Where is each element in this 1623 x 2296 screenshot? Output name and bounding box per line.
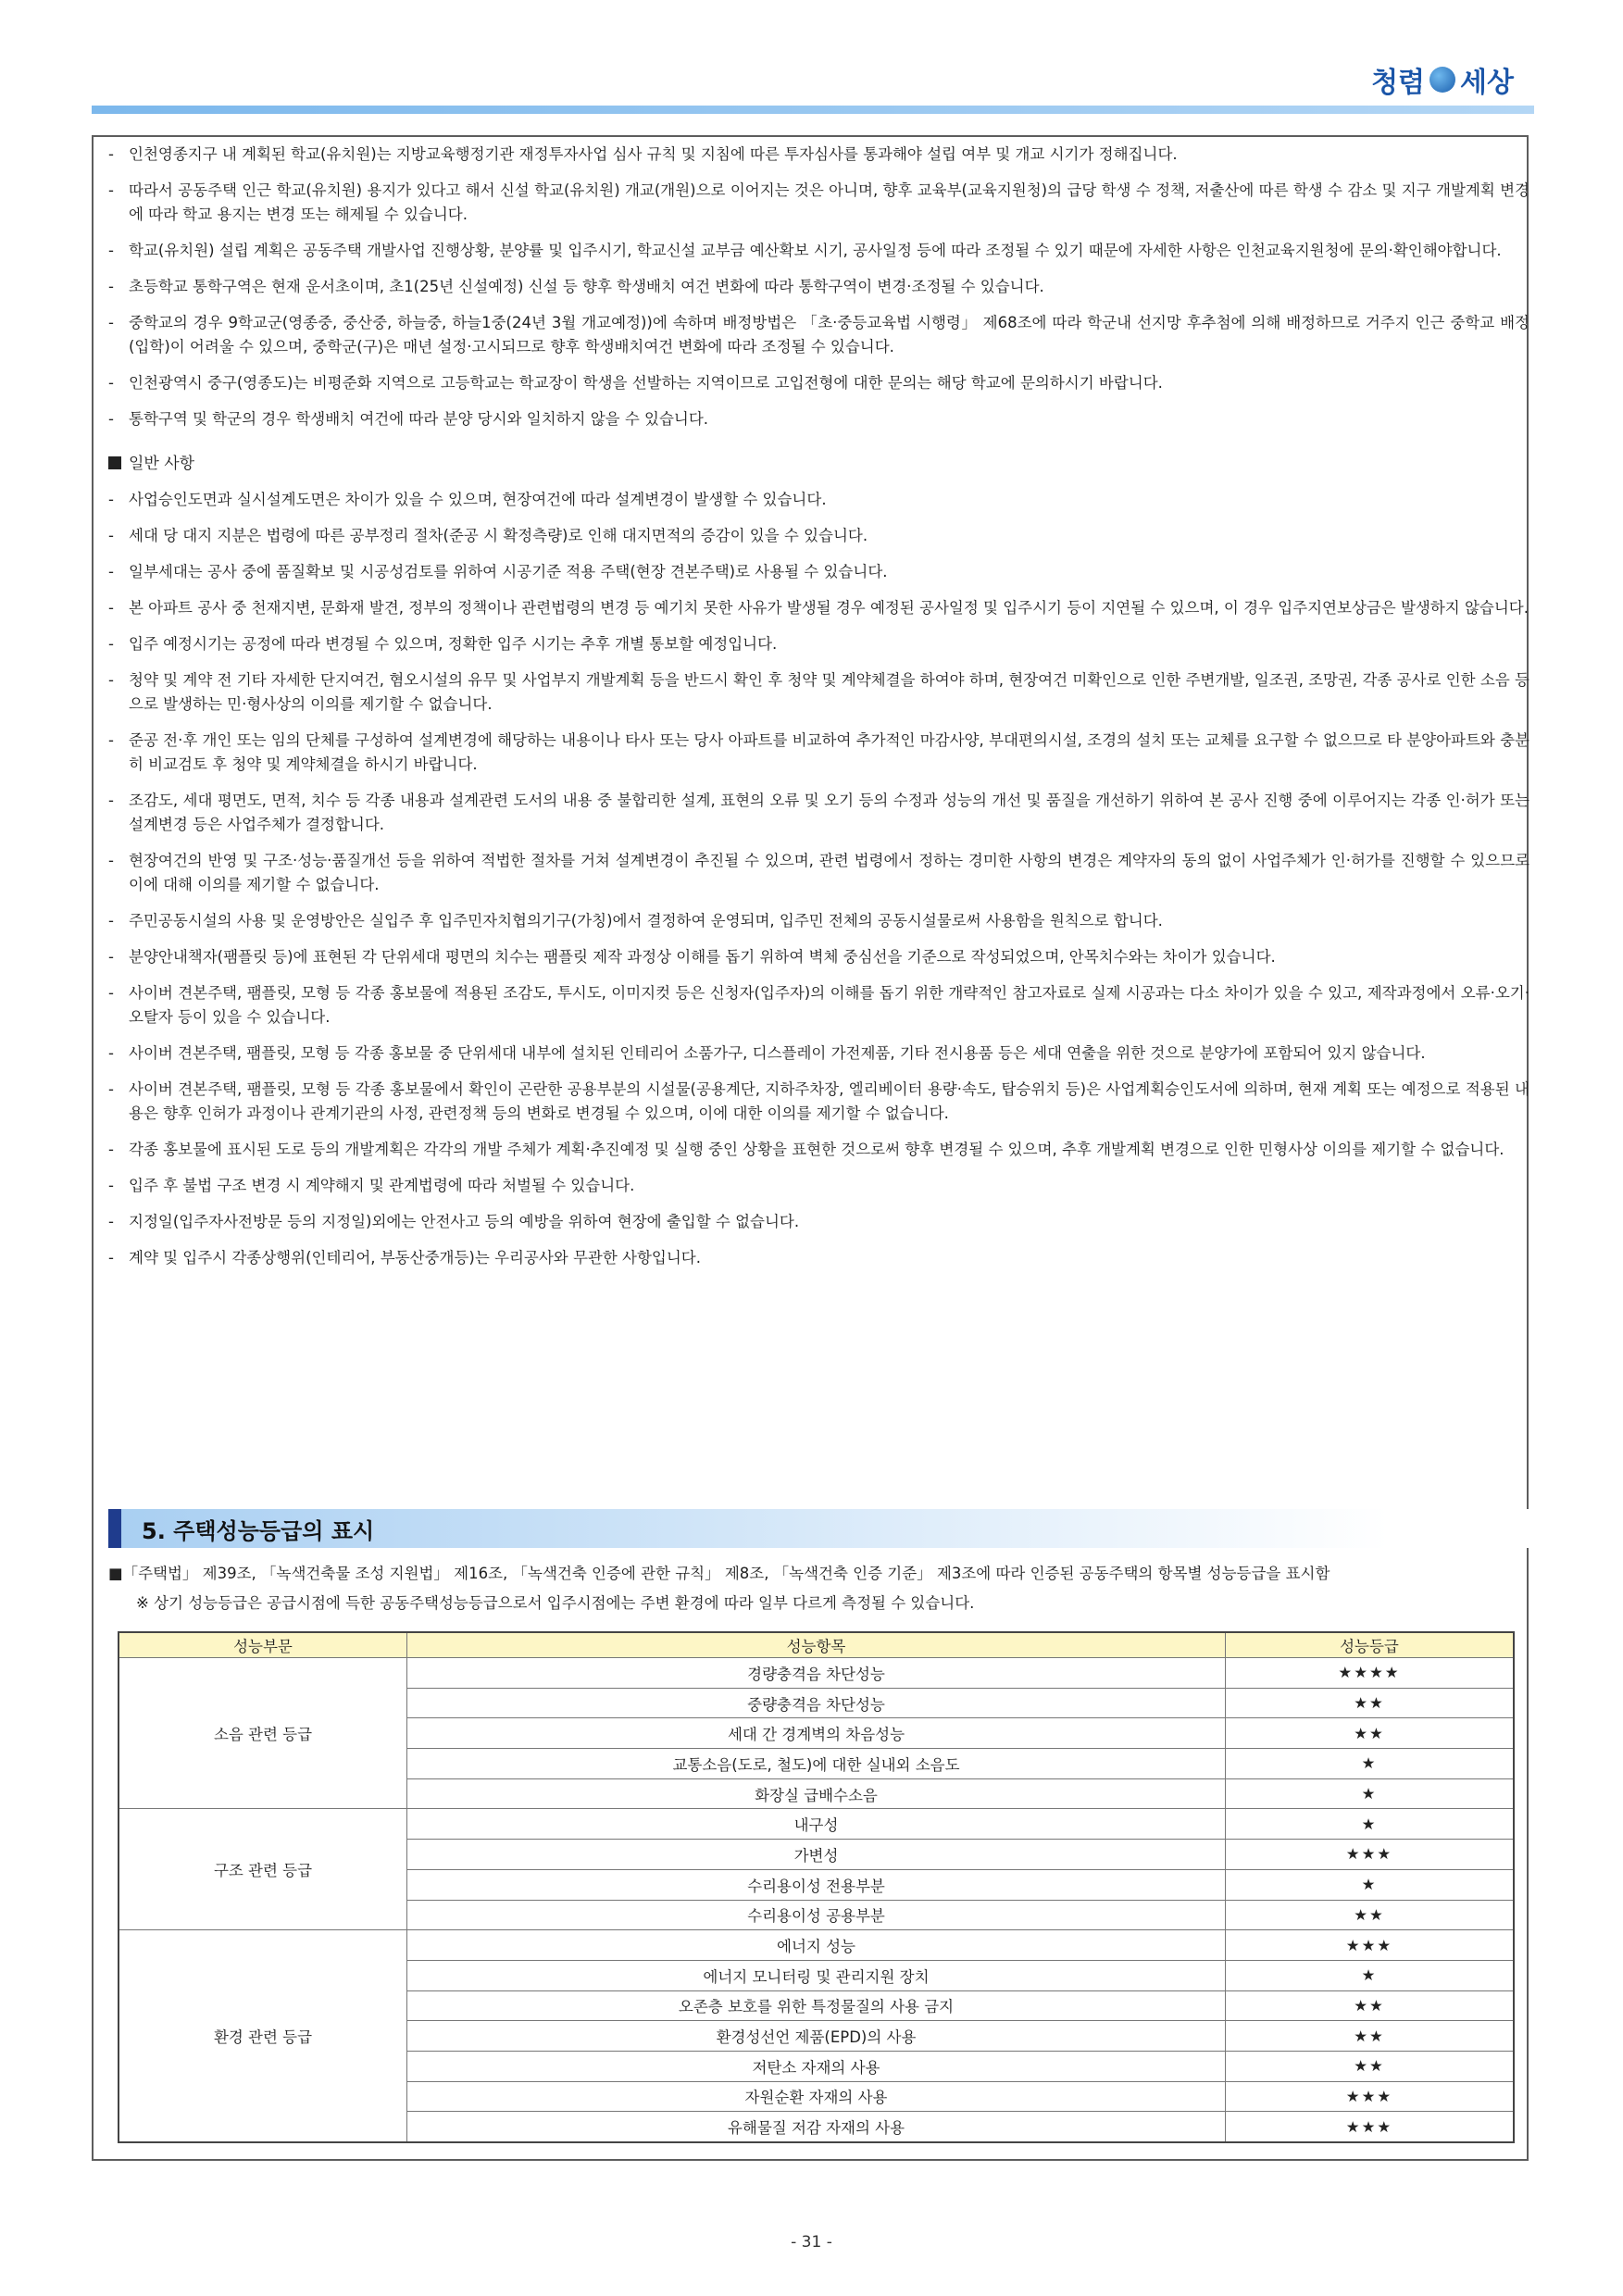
list-item: - 준공 전·후 개인 또는 임의 단체를 구성하여 설계변경에 해당하는 내용이나 타사 또는 당사 아파트를 비교하여 추가적인 마감사양, 부대편의시설, 조경의 설치 또는 교체를 요구할 수 없으므로 타 분양아파트와 충분히 비교검토 후 청약 및 계약체결을 하시기 바랍니다.: [108, 731, 1529, 773]
table-row: [119, 1658, 1514, 1689]
list-item: - 사이버 견본주택, 팸플릿, 모형 등 각종 홍보물에서 확인이 곤란한 공용부분의 시설물(공용계단, 지하주차장, 엘리베이터 용량·속도, 탑승위치 등)은 사업계획승인도서에 의하며, 현재 계획 또는 예정으로 적용된 내용은 향후 인허가 과정이나 관계기관의 사정, 관련정책 등의 변화로 변경될 수 있으며, 이에 대한 이의를 제기할 수 없습니다.: [108, 1080, 1529, 1122]
item-cell: 교통소음(도로, 철도)에 대한 실내외 소음도: [407, 1749, 1226, 1779]
list-item: - 초등학교 통학구역은 현재 운서초이며, 초1(25년 신설예정) 신설 등 향후 학생배치 여건 변화에 따라 통학구역이 변경·조정될 수 있습니다.: [108, 278, 1044, 295]
list-item: - 따라서 공동주택 인근 학교(유치원) 용지가 있다고 해서 신설 학교(유치원) 개교(개원)으로 이어지는 것은 아니며, 향후 교육부(교육지원청)의 급당 학생 수 정책, 저출산에 따른 학생 수 감소 및 지구 개발계획 변경에 따라 학교 용지는 변경 또는 해제될 수 있습니다.: [108, 181, 1529, 223]
item-cell: 자원순환 자재의 사용: [407, 2081, 1226, 2112]
grade-cell: ★★: [1226, 1688, 1515, 1718]
grade-cell: ★: [1226, 1960, 1515, 1990]
item-cell: 오존층 보호를 위한 특정물질의 사용 금지: [407, 1990, 1226, 2021]
list-item: - 입주 예정시기는 공정에 따라 변경될 수 있으며, 정확한 입주 시기는 추후 개별 통보할 예정입니다.: [108, 635, 778, 653]
section-5-intro: [108, 1562, 1529, 1616]
grade-cell: ★★: [1226, 2051, 1515, 2081]
list-item: - 현장여건의 반영 및 구조·성능·품질개선 등을 위하여 적법한 절차를 거쳐 설계변경이 추진될 수 있으며, 관련 법령에서 정하는 경미한 사항의 변경은 계약자의 동의 없이 사업주체가 인·허가를 진행할 수 있으므로 이에 대해 이의를 제기할 수 없습니다.: [108, 852, 1529, 893]
square-bullet-icon: [108, 456, 121, 469]
general-heading: 일반 사항: [108, 452, 1529, 476]
list-item: - 인천광역시 중구(영종도)는 비평준화 지역으로 고등학교는 학교장이 학생을 선발하는 지역이므로 고입전형에 대한 문의는 해당 학교에 문의하시기 바랍니다.: [108, 374, 1163, 392]
list-item: - 주민공동시설의 사용 및 운영방안은 실입주 후 입주민자치협의기구(가칭)에서 결정하여 운영되며, 입주민 전체의 공동시설물로써 사용함을 원칙으로 합니다.: [108, 912, 1163, 930]
item-cell: 에너지 모니터링 및 관리지원 장치: [407, 1960, 1226, 1990]
notice-content: [108, 143, 1529, 1270]
logo-text-left: 청렴: [1371, 67, 1426, 99]
grade-cell: ★★: [1226, 2021, 1515, 2052]
school-notice-list: [108, 143, 1529, 431]
item-cell: 중량충격음 차단성능: [407, 1688, 1226, 1718]
logo-text-right: 세상: [1460, 67, 1514, 99]
table-header-row: [119, 1632, 1514, 1658]
list-item: - 각종 홍보물에 표시된 도로 등의 개발계획은 각각의 개발 주체가 계획·추진예정 및 실행 중인 상황을 표현한 것으로써 향후 변경될 수 있으며, 추후 개발계획 변경으로 인한 민형사상 이의를 제기할 수 없습니다.: [108, 1141, 1504, 1158]
list-item: - 학교(유치원) 설립 계획은 공동주택 개발사업 진행상황, 분양률 및 입주시기, 학교신설 교부금 예산확보 시기, 공사일정 등에 따라 조정될 수 있기 때문에 자세한 사항은 인천교육지원청에 문의·확인해야합니다.: [108, 242, 1502, 259]
item-cell: 환경성선언 제품(EPD)의 사용: [407, 2021, 1226, 2052]
brand-logo: [1371, 57, 1514, 102]
list-item: - 인천영종지구 내 계획된 학교(유치원)는 지방교육행정기관 재정투자사업 심사 규칙 및 지침에 따른 투자심사를 통과해야 설립 여부 및 개교 시기가 정해집니다.: [108, 145, 1178, 163]
grade-cell: ★: [1226, 1869, 1515, 1900]
list-item: - 사이버 견본주택, 팸플릿, 모형 등 각종 홍보물에 적용된 조감도, 투시도, 이미지컷 등은 신청자(입주자)의 이해를 돕기 위한 개략적인 참고자료로 실제 시공과는 다소 차이가 있을 수 있고, 제작과정에서 오류·오기·오탈자 등이 있을 수 있습니다.: [108, 984, 1529, 1026]
page-number: - 31 -: [791, 2233, 832, 2252]
list-item: - 사이버 견본주택, 팸플릿, 모형 등 각종 홍보물 중 단위세대 내부에 설치된 인테리어 소품가구, 디스플레이 가전제품, 기타 전시용품 등은 세대 연출을 위한 것으로 분양가에 포함되어 있지 않습니다.: [108, 1044, 1426, 1062]
grade-cell: ★: [1226, 1749, 1515, 1779]
category-cell: 구조 관련 등급: [119, 1809, 407, 1930]
grade-cell: ★★: [1226, 1900, 1515, 1930]
list-item: - 계약 및 입주시 각종상행위(인테리어, 부동산중개등)는 우리공사와 무관한 사항입니다.: [108, 1249, 701, 1267]
list-item: - 조감도, 세대 평면도, 면적, 치수 등 각종 내용과 설계관련 도서의 내용 중 불합리한 설계, 표현의 오류 및 오기 등의 수정과 성능의 개선 및 품질을 개선하기 위하여 본 공사 진행 중에 이루어지는 각종 인·허가 또는 설계변경 등은 사업주체가 결정합니다.: [108, 792, 1529, 833]
item-cell: 저탄소 자재의 사용: [407, 2051, 1226, 2081]
header-category: 성능부문: [119, 1632, 407, 1658]
intro-text: ■「주택법」 제39조, 「녹색건축물 조성 지원법」 제16조, 「녹색건축 인증에 관한 규칙」 제8조, 「녹색건축 인증 기준」 제3조에 따라 인증된 공동주택의 항목별 성능등급을 표시함: [108, 1565, 1330, 1582]
grade-cell: ★: [1226, 1778, 1515, 1809]
category-cell: 소음 관련 등급: [119, 1658, 407, 1809]
header-grade: 성능등급: [1226, 1632, 1515, 1658]
list-item: - 청약 및 계약 전 기타 자세한 단지여건, 혐오시설의 유무 및 사업부지 개발계획 등을 반드시 확인 후 청약 및 계약체결을 하여야 하며, 현장여건 미확인으로 인한 주변개발, 일조권, 조망권, 각종 공사로 인한 소음 등으로 발생하는 민·형사상의 이의를 제기할 수 없습니다.: [108, 671, 1529, 713]
list-item: - 일부세대는 공사 중에 품질확보 및 시공성검토를 위하여 시공기준 적용 주택(현장 견본주택)로 사용될 수 있습니다.: [108, 563, 888, 580]
list-item: - 사업승인도면과 실시설계도면은 차이가 있을 수 있으며, 현장여건에 따라 설계변경이 발생할 수 있습니다.: [108, 491, 827, 508]
list-item: - 중학교의 경우 9학교군(영종중, 중산중, 하늘중, 하늘1중(24년 3월 개교예정))에 속하며 배정방법은 「초·중등교육법 시행령」 제68조에 따라 학군내 선지망 후추첨에 의해 배정하므로 거주지 인근 중학교 배정(입학)이 어려울 수 있으며, 중학군(구)은 매년 설정·고시되므로 향후 학생배치여건 변화에 따라 조정될 수 있습니다.: [108, 314, 1529, 356]
item-cell: 수리용이성 전용부분: [407, 1869, 1226, 1900]
intro-note: ※ 상기 성능등급은 공급시점에 득한 공동주택성능등급으로서 입주시점에는 주변 환경에 따라 일부 다르게 측정될 수 있습니다.: [136, 1594, 975, 1612]
item-cell: 수리용이성 공용부분: [407, 1900, 1226, 1930]
item-cell: 화장실 급배수소음: [407, 1778, 1226, 1809]
item-cell: 경량충격음 차단성능: [407, 1658, 1226, 1689]
grade-cell: ★★★: [1226, 1930, 1515, 1961]
list-item: - 통학구역 및 학군의 경우 학생배치 여건에 따라 분양 당시와 일치하지 않을 수 있습니다.: [108, 410, 709, 428]
list-item: - 세대 당 대지 지분은 법령에 따른 공부정리 절차(준공 시 확정측량)로 인해 대지면적의 증감이 있을 수 있습니다.: [108, 527, 868, 544]
performance-grade-table: [118, 1631, 1515, 2143]
header-rule: [92, 106, 1534, 114]
grade-cell: ★★★: [1226, 2112, 1515, 2142]
section-5-title: 5. 주택성능등급의 표시: [108, 1509, 1529, 1548]
item-cell: 내구성: [407, 1809, 1226, 1840]
list-item: - 분양안내책자(팸플릿 등)에 표현된 각 단위세대 평면의 치수는 팸플릿 제작 과정상 이해를 돕기 위하여 벽체 중심선을 기준으로 작성되었으며, 안목치수와는 차이가 있습니다.: [108, 948, 1276, 966]
item-cell: 가변성: [407, 1840, 1226, 1870]
header-item: 성능항목: [407, 1632, 1226, 1658]
grade-cell: ★★★★: [1226, 1658, 1515, 1689]
grade-cell: ★★★: [1226, 1840, 1515, 1870]
list-item: - 본 아파트 공사 중 천재지변, 문화재 발견, 정부의 정책이나 관련법령의 변경 등 예기치 못한 사유가 발생될 경우 예정된 공사일정 및 입주시기 등이 지연될 수 있으며, 이 경우 입주지연보상금은 발생하지 않습니다.: [108, 599, 1529, 617]
grade-cell: ★★: [1226, 1990, 1515, 2021]
table-row: [119, 1930, 1514, 1961]
list-item: - 지정일(입주자사전방문 등의 지정일)외에는 안전사고 등의 예방을 위하여 현장에 출입할 수 없습니다.: [108, 1213, 800, 1230]
item-cell: 유해물질 저감 자재의 사용: [407, 2112, 1226, 2142]
item-cell: 에너지 성능: [407, 1930, 1226, 1961]
category-cell: 환경 관련 등급: [119, 1930, 407, 2142]
general-notice-list: [108, 488, 1529, 1270]
performance-grade-table-wrap: [118, 1631, 1515, 2143]
grade-cell: ★★★: [1226, 2081, 1515, 2112]
logo-mark-icon: [1429, 67, 1455, 93]
list-item: - 입주 후 불법 구조 변경 시 계약해지 및 관계법령에 따라 처벌될 수 있습니다.: [108, 1177, 635, 1194]
grade-cell: ★★: [1226, 1718, 1515, 1749]
grade-cell: ★: [1226, 1809, 1515, 1840]
item-cell: 세대 간 경계벽의 차음성능: [407, 1718, 1226, 1749]
table-row: [119, 1809, 1514, 1840]
